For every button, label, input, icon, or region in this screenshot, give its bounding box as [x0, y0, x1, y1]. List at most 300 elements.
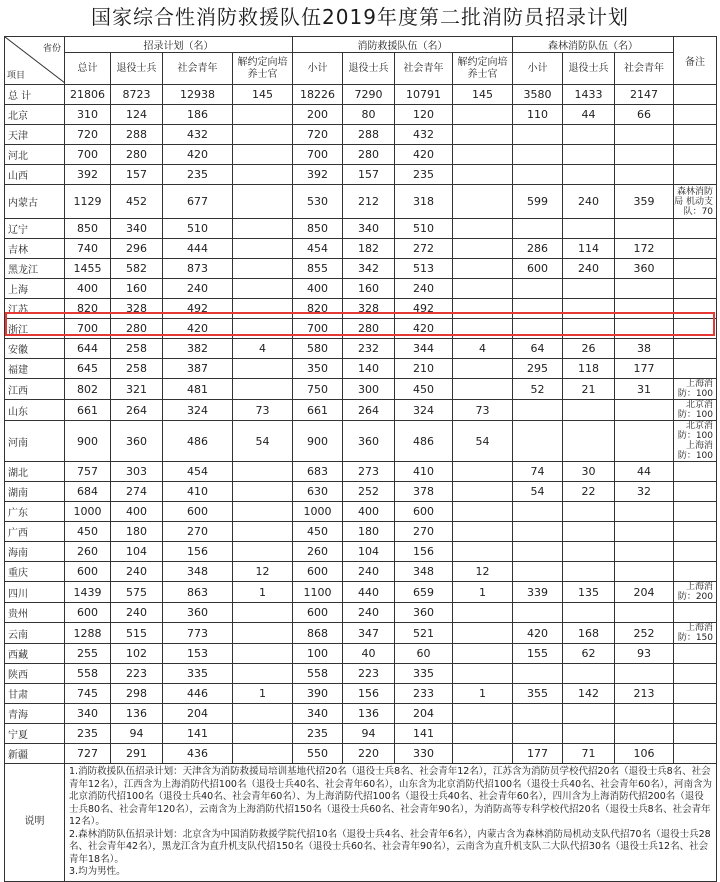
cell-fire-nco — [453, 319, 513, 339]
cell-fire-youth: 410 — [395, 462, 453, 482]
cell-fire-nco — [453, 185, 513, 219]
cell-veterans: 124 — [111, 105, 163, 125]
cell-total: 700 — [65, 145, 111, 165]
cell-nco: 145 — [233, 85, 293, 105]
cell-forest-youth: 93 — [615, 644, 674, 664]
cell-fire-youth: 360 — [395, 603, 453, 623]
cell-youth: 335 — [163, 664, 233, 684]
cell-fire-veterans: 440 — [343, 582, 395, 603]
cell-nco — [233, 299, 293, 319]
cell-total: 400 — [65, 279, 111, 299]
cell-total: 450 — [65, 522, 111, 542]
cell-fire-youth: 348 — [395, 562, 453, 582]
cell-remark — [674, 319, 717, 339]
cell-forest-youth: 2147 — [615, 85, 674, 105]
cell-fire-subtotal: 550 — [293, 744, 343, 764]
cell-fire-nco — [453, 259, 513, 279]
cell-remark — [674, 145, 717, 165]
cell-forest-youth: 213 — [615, 684, 674, 704]
cell-total: 260 — [65, 542, 111, 562]
col-header-veterans: 退役士兵 — [111, 53, 163, 85]
cell-fire-veterans: 360 — [343, 421, 395, 462]
cell-remark — [674, 724, 717, 744]
cell-forest-subtotal — [513, 562, 563, 582]
cell-nco — [233, 239, 293, 259]
cell-youth: 432 — [163, 125, 233, 145]
cell-veterans: 157 — [111, 165, 163, 185]
cell-total: 235 — [65, 724, 111, 744]
cell-fire-veterans: 212 — [343, 185, 395, 219]
cell-fire-subtotal: 390 — [293, 684, 343, 704]
cell-total: 392 — [65, 165, 111, 185]
cell-fire-veterans: 136 — [343, 704, 395, 724]
cell-fire-subtotal: 700 — [293, 319, 343, 339]
cell-province: 重庆 — [5, 562, 65, 582]
table-row — [5, 623, 717, 644]
cell-forest-youth — [615, 219, 674, 239]
cell-nco — [233, 704, 293, 724]
cell-fire-subtotal: 1100 — [293, 582, 343, 603]
cell-forest-youth — [615, 522, 674, 542]
cell-forest-veterans — [563, 421, 615, 462]
cell-fire-veterans: 156 — [343, 684, 395, 704]
cell-veterans: 575 — [111, 582, 163, 603]
cell-forest-subtotal — [513, 165, 563, 185]
cell-remark — [674, 219, 717, 239]
cell-fire-nco: 12 — [453, 562, 513, 582]
cell-nco — [233, 125, 293, 145]
cell-nco: 4 — [233, 339, 293, 359]
cell-province: 辽宁 — [5, 219, 65, 239]
table-row — [5, 704, 717, 724]
col-header-nco: 解约定向培养士官 — [233, 53, 293, 85]
cell-youth: 420 — [163, 145, 233, 165]
cell-fire-subtotal: 683 — [293, 462, 343, 482]
cell-forest-veterans — [563, 502, 615, 522]
table-row — [5, 522, 717, 542]
cell-remark — [674, 239, 717, 259]
cell-remark — [674, 704, 717, 724]
cell-forest-veterans: 142 — [563, 684, 615, 704]
cell-fire-nco: 73 — [453, 400, 513, 421]
cell-fire-nco — [453, 644, 513, 664]
cell-nco: 1 — [233, 582, 293, 603]
cell-remark: 北京消防：100 — [674, 400, 717, 421]
cell-fire-nco: 1 — [453, 684, 513, 704]
cell-remark — [674, 562, 717, 582]
cell-fire-youth: 513 — [395, 259, 453, 279]
cell-forest-subtotal: 110 — [513, 105, 563, 125]
cell-fire-subtotal: 600 — [293, 562, 343, 582]
cell-total: 802 — [65, 379, 111, 400]
cell-fire-subtotal: 200 — [293, 105, 343, 125]
cell-province: 四川 — [5, 582, 65, 603]
cell-forest-veterans — [563, 400, 615, 421]
table-row — [5, 379, 717, 400]
cell-forest-veterans: 21 — [563, 379, 615, 400]
cell-forest-veterans — [563, 522, 615, 542]
cell-fire-nco — [453, 299, 513, 319]
cell-nco: 54 — [233, 421, 293, 462]
cell-fire-veterans: 240 — [343, 603, 395, 623]
cell-fire-nco — [453, 145, 513, 165]
cell-forest-veterans: 26 — [563, 339, 615, 359]
cell-remark — [674, 744, 717, 764]
cell-fire-nco — [453, 744, 513, 764]
cell-province: 甘肃 — [5, 684, 65, 704]
table-row — [5, 462, 717, 482]
cell-fire-youth: 486 — [395, 421, 453, 462]
cell-total: 700 — [65, 319, 111, 339]
cell-veterans: 223 — [111, 664, 163, 684]
cell-nco — [233, 724, 293, 744]
col-header-fire-youth: 社会青年 — [395, 53, 453, 85]
cell-fire-subtotal: 260 — [293, 542, 343, 562]
cell-forest-subtotal: 155 — [513, 644, 563, 664]
col-header-total: 总计 — [65, 53, 111, 85]
cell-forest-subtotal — [513, 279, 563, 299]
cell-province: 宁夏 — [5, 724, 65, 744]
cell-total: 720 — [65, 125, 111, 145]
cell-fire-subtotal: 580 — [293, 339, 343, 359]
cell-fire-subtotal: 558 — [293, 664, 343, 684]
cell-forest-youth — [615, 299, 674, 319]
table-row — [5, 724, 717, 744]
table-row — [5, 684, 717, 704]
cell-forest-subtotal — [513, 502, 563, 522]
cell-province: 贵州 — [5, 603, 65, 623]
cell-fire-veterans: 104 — [343, 542, 395, 562]
cell-province: 山西 — [5, 165, 65, 185]
cell-remark — [674, 339, 717, 359]
cell-fire-subtotal: 530 — [293, 185, 343, 219]
cell-nco — [233, 279, 293, 299]
cell-fire-youth: 240 — [395, 279, 453, 299]
cell-fire-subtotal: 100 — [293, 644, 343, 664]
cell-forest-veterans — [563, 562, 615, 582]
cell-province: 安徽 — [5, 339, 65, 359]
cell-veterans: 452 — [111, 185, 163, 219]
cell-youth: 348 — [163, 562, 233, 582]
cell-forest-veterans: 71 — [563, 744, 615, 764]
col-header-forest-youth: 社会青年 — [615, 53, 674, 85]
cell-fire-youth: 272 — [395, 239, 453, 259]
cell-fire-nco — [453, 522, 513, 542]
cell-veterans: 280 — [111, 145, 163, 165]
cell-fire-veterans: 400 — [343, 502, 395, 522]
group-header-total: 招录计划（名） — [65, 37, 293, 53]
cell-fire-subtotal: 454 — [293, 239, 343, 259]
cell-fire-subtotal: 750 — [293, 379, 343, 400]
cell-forest-veterans — [563, 299, 615, 319]
cell-youth: 141 — [163, 724, 233, 744]
cell-total: 1439 — [65, 582, 111, 603]
cell-fire-subtotal: 400 — [293, 279, 343, 299]
table-row — [5, 219, 717, 239]
cell-remark — [674, 482, 717, 502]
cell-fire-veterans: 160 — [343, 279, 395, 299]
cell-nco — [233, 522, 293, 542]
cell-total: 310 — [65, 105, 111, 125]
cell-remark: 上海消防：200 — [674, 582, 717, 603]
cell-total: 1000 — [65, 502, 111, 522]
table-row — [5, 582, 717, 603]
cell-fire-subtotal: 720 — [293, 125, 343, 145]
cell-fire-nco — [453, 125, 513, 145]
cell-remark — [674, 522, 717, 542]
cell-fire-veterans: 340 — [343, 219, 395, 239]
cell-forest-subtotal — [513, 664, 563, 684]
cell-youth: 186 — [163, 105, 233, 125]
cell-fire-subtotal: 18226 — [293, 85, 343, 105]
cell-fire-subtotal: 661 — [293, 400, 343, 421]
cell-province: 湖南 — [5, 482, 65, 502]
table-row — [5, 85, 717, 105]
cell-fire-veterans: 252 — [343, 482, 395, 502]
cell-fire-nco — [453, 165, 513, 185]
col-header-fire-subtotal: 小计 — [293, 53, 343, 85]
cell-veterans: 136 — [111, 704, 163, 724]
cell-fire-subtotal: 392 — [293, 165, 343, 185]
cell-veterans: 298 — [111, 684, 163, 704]
cell-fire-veterans: 300 — [343, 379, 395, 400]
cell-remark — [674, 359, 717, 379]
cell-nco — [233, 359, 293, 379]
cell-youth: 863 — [163, 582, 233, 603]
cell-youth: 235 — [163, 165, 233, 185]
explain-note-1: 1.消防救援队伍招录计划：天津含为消防救援局培训基地代招20名（退役士兵8名、社会青年12名），江苏含为消防员学校代招20名（退役士兵8名、社会青年12名），江西含为上海消防代招100名（退役士兵40名、社会青年60名），山东含为北京消防代招100名（退役士兵40名、社会青年60名），河南含为北京消防代招100名（退役士兵40名、社会青年60名）、为上海消防代招100名（退役士兵40名、社会青年60名），四川含为上海消防代招200名（退役士兵80名、社会青年120名），云南含为上海消防代招150名（退役士兵60名、社会青年90名），为消防高等专科学校代招20名（退役士兵8名、社会青年12名）。 — [69, 766, 712, 827]
cell-forest-veterans: 44 — [563, 105, 615, 125]
cell-remark: 上海消防：100 — [674, 379, 717, 400]
cell-fire-youth: 659 — [395, 582, 453, 603]
cell-province: 广东 — [5, 502, 65, 522]
cell-veterans: 291 — [111, 744, 163, 764]
cell-total: 600 — [65, 603, 111, 623]
cell-fire-subtotal: 450 — [293, 522, 343, 542]
cell-province: 云南 — [5, 623, 65, 644]
cell-total: 21806 — [65, 85, 111, 105]
cell-veterans: 400 — [111, 502, 163, 522]
table-row — [5, 744, 717, 764]
col-header-forest-veterans: 退役士兵 — [563, 53, 615, 85]
cell-forest-youth — [615, 542, 674, 562]
cell-total: 745 — [65, 684, 111, 704]
cell-youth: 156 — [163, 542, 233, 562]
cell-forest-youth — [615, 125, 674, 145]
cell-fire-youth: 235 — [395, 165, 453, 185]
cell-youth: 677 — [163, 185, 233, 219]
cell-nco — [233, 603, 293, 623]
cell-fire-youth: 318 — [395, 185, 453, 219]
corner-label-item: 项目 — [7, 71, 26, 81]
cell-fire-youth: 330 — [395, 744, 453, 764]
cell-fire-youth: 344 — [395, 339, 453, 359]
cell-forest-subtotal — [513, 299, 563, 319]
cell-fire-veterans: 180 — [343, 522, 395, 542]
cell-fire-youth: 521 — [395, 623, 453, 644]
cell-total: 645 — [65, 359, 111, 379]
cell-veterans: 104 — [111, 542, 163, 562]
cell-fire-veterans: 240 — [343, 562, 395, 582]
cell-fire-veterans: 347 — [343, 623, 395, 644]
cell-total: 850 — [65, 219, 111, 239]
cell-fire-youth: 420 — [395, 145, 453, 165]
cell-province: 河北 — [5, 145, 65, 165]
cell-youth: 510 — [163, 219, 233, 239]
table-corner-cell — [5, 37, 65, 85]
cell-fire-nco — [453, 359, 513, 379]
cell-youth: 492 — [163, 299, 233, 319]
cell-forest-youth: 204 — [615, 582, 674, 603]
cell-forest-veterans — [563, 279, 615, 299]
cell-veterans: 180 — [111, 522, 163, 542]
cell-total: 340 — [65, 704, 111, 724]
cell-fire-nco — [453, 462, 513, 482]
cell-fire-youth: 60 — [395, 644, 453, 664]
cell-fire-nco — [453, 724, 513, 744]
cell-veterans: 582 — [111, 259, 163, 279]
cell-remark — [674, 462, 717, 482]
cell-fire-subtotal: 1000 — [293, 502, 343, 522]
cell-forest-subtotal — [513, 145, 563, 165]
cell-fire-nco — [453, 379, 513, 400]
cell-youth: 382 — [163, 339, 233, 359]
cell-nco — [233, 462, 293, 482]
cell-fire-youth: 156 — [395, 542, 453, 562]
cell-fire-youth: 335 — [395, 664, 453, 684]
table-row — [5, 165, 717, 185]
cell-nco — [233, 623, 293, 644]
cell-veterans: 321 — [111, 379, 163, 400]
cell-forest-veterans: 114 — [563, 239, 615, 259]
cell-remark: 北京消防：100 上海消防：100 — [674, 421, 717, 462]
cell-forest-veterans: 22 — [563, 482, 615, 502]
table-row — [5, 359, 717, 379]
cell-fire-youth: 141 — [395, 724, 453, 744]
cell-forest-subtotal — [513, 724, 563, 744]
table-row — [5, 185, 717, 219]
cell-nco — [233, 105, 293, 125]
cell-fire-nco — [453, 105, 513, 125]
cell-fire-nco — [453, 239, 513, 259]
cell-remark — [674, 259, 717, 279]
cell-province: 上海 — [5, 279, 65, 299]
cell-province: 西藏 — [5, 644, 65, 664]
cell-nco — [233, 482, 293, 502]
cell-forest-subtotal: 52 — [513, 379, 563, 400]
cell-fire-veterans: 182 — [343, 239, 395, 259]
cell-youth: 360 — [163, 603, 233, 623]
cell-forest-veterans — [563, 125, 615, 145]
cell-forest-subtotal — [513, 400, 563, 421]
cell-forest-veterans — [563, 542, 615, 562]
cell-total: 255 — [65, 644, 111, 664]
explain-notes — [65, 764, 717, 882]
cell-forest-veterans — [563, 219, 615, 239]
cell-forest-youth: 252 — [615, 623, 674, 644]
cell-remark: 上海消防：150 — [674, 623, 717, 644]
cell-forest-subtotal: 74 — [513, 462, 563, 482]
cell-total: 600 — [65, 562, 111, 582]
cell-province: 海南 — [5, 542, 65, 562]
page-title: 国家综合性消防救援队伍2019年度第二批消防员招录计划 — [91, 5, 629, 29]
cell-fire-youth: 233 — [395, 684, 453, 704]
cell-province: 青海 — [5, 704, 65, 724]
cell-remark — [674, 644, 717, 664]
cell-forest-subtotal: 599 — [513, 185, 563, 219]
cell-veterans: 102 — [111, 644, 163, 664]
col-header-fire-nco: 解约定向培养士官 — [453, 53, 513, 85]
cell-fire-youth: 432 — [395, 125, 453, 145]
cell-forest-subtotal — [513, 603, 563, 623]
cell-province: 福建 — [5, 359, 65, 379]
cell-veterans: 515 — [111, 623, 163, 644]
cell-youth: 240 — [163, 279, 233, 299]
cell-province: 江苏 — [5, 299, 65, 319]
cell-forest-youth — [615, 319, 674, 339]
cell-fire-subtotal: 340 — [293, 704, 343, 724]
cell-fire-nco — [453, 603, 513, 623]
cell-province: 陕西 — [5, 664, 65, 684]
cell-fire-subtotal: 850 — [293, 219, 343, 239]
cell-remark — [674, 502, 717, 522]
cell-fire-nco: 145 — [453, 85, 513, 105]
cell-province: 湖北 — [5, 462, 65, 482]
cell-forest-subtotal: 3580 — [513, 85, 563, 105]
cell-province: 吉林 — [5, 239, 65, 259]
cell-nco — [233, 319, 293, 339]
cell-fire-nco — [453, 623, 513, 644]
cell-veterans: 8723 — [111, 85, 163, 105]
cell-fire-nco — [453, 279, 513, 299]
cell-forest-youth — [615, 279, 674, 299]
cell-forest-youth — [615, 502, 674, 522]
cell-forest-youth: 38 — [615, 339, 674, 359]
cell-veterans: 280 — [111, 319, 163, 339]
cell-forest-veterans — [563, 704, 615, 724]
cell-fire-veterans: 342 — [343, 259, 395, 279]
cell-youth: 481 — [163, 379, 233, 400]
cell-fire-veterans: 140 — [343, 359, 395, 379]
cell-fire-youth: 204 — [395, 704, 453, 724]
cell-forest-youth: 359 — [615, 185, 674, 219]
cell-remark — [674, 603, 717, 623]
cell-forest-youth: 177 — [615, 359, 674, 379]
cell-forest-youth: 44 — [615, 462, 674, 482]
cell-forest-veterans: 118 — [563, 359, 615, 379]
col-header-youth: 社会青年 — [163, 53, 233, 85]
cell-veterans: 328 — [111, 299, 163, 319]
cell-nco — [233, 664, 293, 684]
cell-nco — [233, 379, 293, 400]
cell-remark — [674, 299, 717, 319]
cell-forest-veterans: 168 — [563, 623, 615, 644]
cell-total: 1129 — [65, 185, 111, 219]
cell-remark — [674, 165, 717, 185]
cell-youth: 446 — [163, 684, 233, 704]
table-row — [5, 562, 717, 582]
cell-nco — [233, 259, 293, 279]
table-row — [5, 664, 717, 684]
cell-fire-veterans: 80 — [343, 105, 395, 125]
cell-remark — [674, 684, 717, 704]
cell-province: 江西 — [5, 379, 65, 400]
cell-veterans: 94 — [111, 724, 163, 744]
table-row — [5, 259, 717, 279]
cell-youth: 873 — [163, 259, 233, 279]
cell-veterans: 264 — [111, 400, 163, 421]
cell-remark — [674, 279, 717, 299]
